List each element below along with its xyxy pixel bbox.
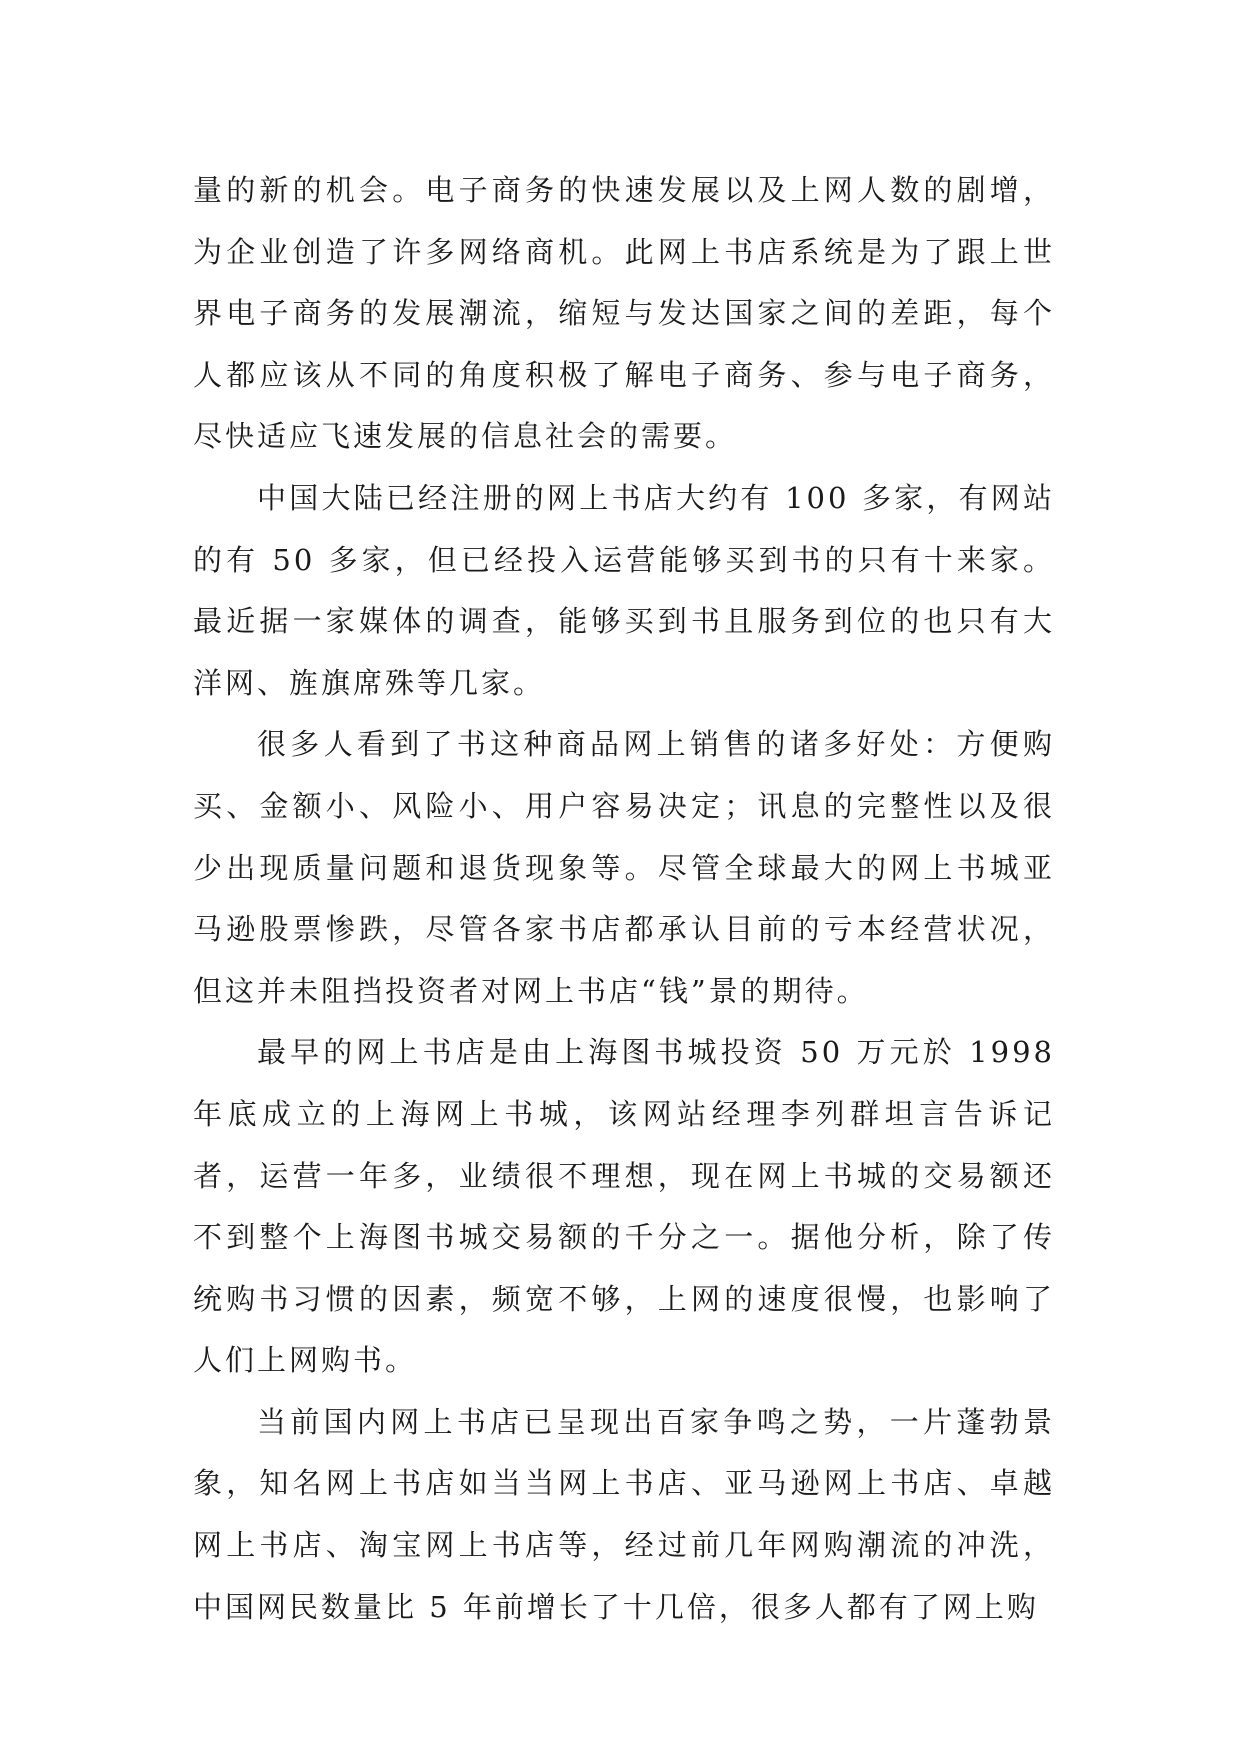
paragraph-3: 很多人看到了书这种商品网上销售的诸多好处：方便购买、金额小、风险小、用户容易决定；讯息的完整性以及很少出现质量问题和退货现象等。尽管全球最大的网上书城亚马逊股票惨跌，尽管各家书店都承认目前的亏本经营状况，但这并未阻挡投资者对网上书店“钱”景的期待。 — [193, 727, 1055, 1008]
document-body — [193, 160, 1055, 1638]
paragraph-1: 量的新的机会。电子商务的快速发展以及上网人数的剧增，为企业创造了许多网络商机。此网上书店系统是为了跟上世界电子商务的发展潮流，缩短与发达国家之间的差距，每个人都应该从不同的角度积极了解电子商务、参与电子商务，尽快适应飞速发展的信息社会的需要。 — [193, 173, 1055, 454]
paragraph-4: 最早的网上书店是由上海图书城投资 50 万元於 1998 年底成立的上海网上书城，该网站经理李列群坦言告诉记者，运营一年多，业绩很不理想，现在网上书城的交易额还不到整个上海图书城交易额的千分之一。据他分析，除了传统购书习惯的因素，频宽不够，上网的速度很慢，也影响了人们上网购书。 — [193, 1035, 1055, 1378]
paragraph-5: 当前国内网上书店已呈现出百家争鸣之势，一片蓬勃景象，知名网上书店如当当网上书店、亚马逊网上书店、卓越网上书店、淘宝网上书店等，经过前几年网购潮流的冲洗，中国网民数量比 5 年前增长了十几倍，很多人都有了网上购 — [193, 1404, 1055, 1624]
paragraph-2: 中国大陆已经注册的网上书店大约有 100 多家，有网站的有 50 多家，但已经投入运营能够买到书的只有十来家。最近据一家媒体的调查，能够买到书且服务到位的也只有大洋网、旌旗席殊等几家。 — [193, 480, 1055, 700]
